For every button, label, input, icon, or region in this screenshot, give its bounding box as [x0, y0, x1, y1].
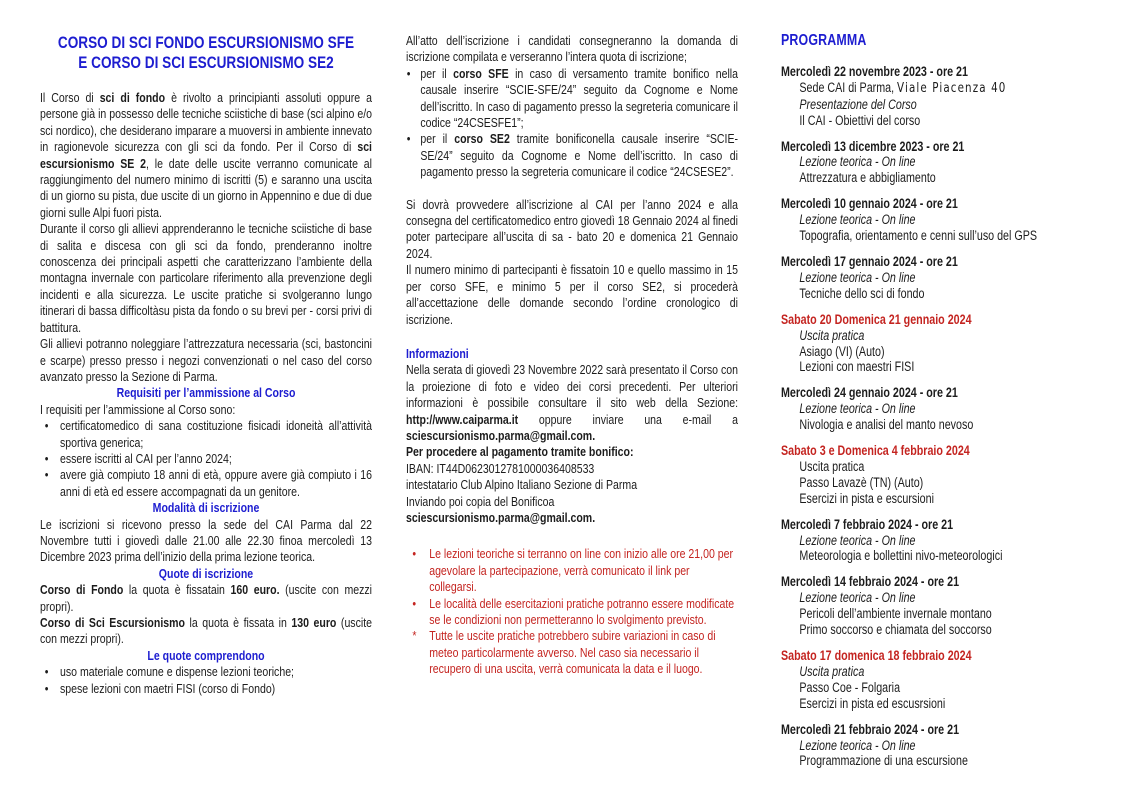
program-entry-line — [781, 664, 1103, 680]
program-entry-line — [781, 622, 1103, 638]
bullet-list — [406, 66, 738, 181]
section-heading: Requisiti per l’ammissione al Corso — [116, 385, 296, 401]
text-segment: Lezione teorica - On line — [799, 154, 916, 170]
program-entry — [781, 443, 1103, 507]
text-segment: All’atto dell’iscrizione i candidati consegneranno la domanda di iscrizione compilata e verseranno l’intera quota di iscrizione; — [406, 33, 738, 65]
link-email[interactable]: sciescursionismo.parma@gmail.com. — [406, 509, 596, 525]
text-segment: corso SE2 — [454, 131, 510, 147]
text-segment: Lezione teorica - On line — [799, 737, 916, 753]
program-entry-date: Mercoledì 22 novembre 2023 - ore 21 — [781, 63, 968, 79]
text-segment: (uscite con mezzi propri). — [40, 615, 372, 647]
bullet-list — [406, 546, 738, 677]
program-entry-line — [781, 696, 1103, 712]
enrollment-info-body — [406, 33, 738, 678]
text-segment: è rivolto a principianti assoluti oppure a persone già in possesso delle tecniche sciistiche di base (sci alpino e/o sci nordico), che desiderano imparare a muoversi in ambiente innevato in ragionevole sicurezza con gli sci da fondo. Per il Corso di — [40, 90, 372, 155]
column-course-description — [40, 33, 455, 697]
bullet-item — [40, 664, 372, 680]
bullet-text — [60, 681, 372, 697]
program-entry-date: Mercoledì 17 gennaio 2024 - ore 21 — [781, 253, 958, 269]
bullet-item — [40, 681, 372, 697]
program-entry-date: Sabato 3 e Domenica 4 febbraio 2024 — [781, 443, 970, 459]
bullet-item — [40, 418, 372, 451]
text-segment: Il Corso di — [40, 90, 100, 105]
paragraph — [406, 362, 738, 444]
program-entry-line — [781, 475, 1103, 491]
text-segment: Tutte le uscite pratiche potrebbero subire variazioni in caso di meteo particolarmente avverso. Nel caso sia necessario il recupero di una uscita, verrà comunicata la data e il luogo. — [429, 628, 716, 677]
program-entry-line — [781, 401, 1103, 417]
bullet-text — [429, 546, 738, 595]
text-segment: oppure inviare una e-mail a — [518, 411, 738, 427]
bullet-icon: • — [412, 595, 417, 611]
program-entry-line — [781, 154, 1103, 170]
text-segment: Lezione teorica - On line — [799, 532, 916, 548]
program-entry-date: Mercoledì 13 dicembre 2023 - ore 21 — [781, 138, 965, 154]
text-segment: avere già compiuto 18 anni di età, oppure avere già compiuto i 16 anni di età ed essere accompagnati da un genitore. — [60, 467, 372, 499]
program-entry-line — [781, 212, 1103, 228]
paragraph — [40, 517, 372, 566]
program-entry-date: Sabato 20 Domenica 21 gennaio 2024 — [781, 311, 972, 327]
text-segment: Nella serata di giovedì 23 Novembre 2022 sarà presentato il Corso con la proiezione di foto e video dei corsi precedenti. Per ulteriori informazioni è possibile consultare il sito web della Sezione: — [406, 362, 738, 411]
paragraph — [40, 402, 372, 418]
program-entry-date: Mercoledì 7 febbraio 2024 - ore 21 — [781, 516, 954, 532]
program-entry — [781, 648, 1103, 712]
bullet-icon: * — [412, 628, 417, 644]
text-segment: Corso di Sci Escursionismo — [40, 615, 185, 630]
text-segment: per il — [420, 131, 455, 147]
bullet-list — [40, 664, 372, 697]
text-segment: Lezione teorica - On line — [799, 590, 916, 606]
column-programme — [781, 33, 1123, 779]
program-entry — [781, 196, 1103, 244]
program-entry — [781, 517, 1103, 565]
bullet-icon: • — [406, 131, 411, 147]
program-entry-line — [781, 459, 1103, 475]
program-entry-line — [781, 228, 1103, 244]
text-segment: per il — [420, 65, 454, 81]
text-segment: Lezioni con maestri FISI — [799, 359, 915, 375]
bullet-text — [420, 131, 738, 180]
program-entry — [781, 385, 1103, 433]
program-entry-line — [781, 680, 1103, 696]
text-segment: Attrezzatura e abbigliamento — [799, 170, 936, 186]
text-segment: Esercizi in pista ed escusrsioni — [799, 695, 946, 711]
text-segment: Uscita pratica — [799, 663, 865, 679]
text-segment: Topografia, orientamento e cenni sull’uso del GPS — [799, 228, 1037, 244]
text-segment: la quota è fissatain — [123, 582, 231, 598]
paragraph — [40, 221, 372, 336]
paragraph — [406, 494, 738, 527]
program-entry-line — [781, 738, 1103, 754]
program-entry-date: Sabato 17 domenica 18 febbraio 2024 — [781, 648, 972, 663]
text-segment: Esercizi in pista e escursioni — [799, 490, 934, 506]
text-segment: Per procedere al pagamento tramite bonifico: — [406, 444, 634, 460]
bullet-item — [406, 66, 738, 132]
text-segment: Tecniche dello sci di fondo — [799, 285, 925, 301]
paragraph — [406, 197, 738, 263]
link-url[interactable]: http://www.caiparma.it — [406, 411, 519, 427]
program-entry-line — [781, 548, 1103, 564]
text-segment: Lezione teorica - On line — [799, 401, 916, 417]
program-entry-line — [781, 753, 1103, 769]
spacer — [406, 328, 738, 346]
bullet-text — [60, 418, 372, 451]
spacer — [406, 181, 738, 197]
bullet-icon: • — [44, 467, 49, 483]
text-segment: Le iscrizioni si ricevono presso la sede del CAI Parma dal 22 Novembre tutti i giovedì dalle 21.00 alle 22.30 finoa mercoledì 13 Dicembre 2023 prima dell’inizio della prima lezione teorica. — [40, 516, 372, 565]
bullet-text — [60, 467, 372, 500]
text-segment: Programmazione di una escursione — [799, 753, 968, 769]
program-entry-line — [781, 97, 1103, 113]
program-entry — [781, 312, 1103, 376]
text-segment: Asiago (VI) (Auto) — [799, 343, 885, 359]
section-heading: Le quote comprendono — [147, 647, 265, 663]
text-segment: (uscite con mezzi propri). — [40, 582, 372, 614]
program-entry-line — [781, 170, 1103, 186]
bullet-item — [40, 451, 372, 467]
program-entry-date: Mercoledì 14 febbraio 2024 - ore 21 — [781, 574, 960, 590]
text-segment: Viale Piacenza 40 — [897, 80, 1007, 96]
text-segment: Inviando poi copia del Bonificoa — [406, 493, 555, 509]
paragraph — [406, 33, 738, 66]
bullet-list — [40, 418, 372, 500]
bullet-text — [420, 66, 738, 132]
text-segment: intestatario Club Alpino Italiano Sezione di Parma — [406, 477, 638, 493]
bullet-icon: • — [44, 664, 49, 680]
paragraph — [40, 90, 372, 221]
text-segment: Durante il corso gli allievi apprenderanno le tecniche sciistiche di base di salita e discesa con gli sci da fondo, prenderanno inoltre conoscenza dei principali aspetti che caratterizzano l’ambiente della montagna invernale con particolare riferimento alla prevenzione degli incidenti e alla sicurezza. Le uscite pratiche si svolgeranno lungo itinerari di bassa difficoltàsu pista da fondo o su brevi per - corsi privi di battitura. — [40, 221, 372, 335]
text-segment: essere iscritti al CAI per l’anno 2024; — [60, 450, 232, 466]
bullet-text — [60, 451, 372, 467]
program-entry-line — [781, 491, 1103, 507]
paragraph — [40, 582, 372, 615]
text-segment: IBAN: IT44D0623012781000036408533 — [406, 460, 595, 476]
text-segment: Si dovrà provvedere all’iscrizione al CAI per l’anno 2024 e alla consegna del certificatomedico entro giovedì 18 Gennaio 2024 al finedi poter partecipare all’uscita di sa - bato 20 e domenica 21 Gennaio 2024. — [406, 196, 738, 261]
program-entry-line — [781, 590, 1103, 606]
bullet-item — [406, 596, 738, 629]
text-segment: Meteorologia e bollettini nivo-meteorologici — [799, 548, 1003, 564]
program-entry-line — [781, 80, 1103, 97]
text-segment: Primo soccorso e chiamata del soccorso — [799, 622, 992, 638]
section-heading: Modalità di iscrizione — [152, 500, 260, 516]
text-segment: Lezione teorica - On line — [799, 269, 916, 285]
programme-entries — [781, 64, 1103, 769]
section-heading: Quote di iscrizione — [158, 565, 254, 581]
program-entry-line — [781, 606, 1103, 622]
program-entry — [781, 254, 1103, 302]
bullet-icon: • — [44, 680, 49, 696]
program-entry-date: Mercoledì 21 febbraio 2024 - ore 21 — [781, 721, 960, 737]
document-title-line2: E CORSO DI SCI ESCURSIONISMO SE2 — [78, 53, 334, 72]
bullet-item — [406, 546, 738, 595]
program-entry-date: Mercoledì 24 gennaio 2024 - ore 21 — [781, 385, 958, 401]
program-entry-date: Mercoledì 10 gennaio 2024 - ore 21 — [781, 196, 958, 212]
paragraph — [406, 262, 738, 328]
bullet-icon: • — [44, 450, 49, 466]
text-segment: 130 euro — [291, 615, 337, 630]
programme-heading: PROGRAMMA — [781, 32, 867, 49]
text-segment: 160 euro. — [230, 582, 280, 598]
bullet-text — [429, 596, 738, 629]
paragraph — [406, 477, 738, 493]
text-segment: Il CAI - Obiettivi del corso — [799, 112, 921, 128]
text-segment: Uscita pratica — [799, 327, 865, 343]
text-segment: Il numero minimo di partecipanti è fissatoin 10 e quello massimo in 15 per corso SFE, e minimo 5 per il corso SE2, si procederà all’accettazione delle domande secondo l’ordine cronologico di iscrizione. — [406, 262, 738, 327]
text-segment: Sede CAI di Parma, — [799, 79, 898, 95]
text-segment: in caso di versamento tramite bonifico nella causale inserire “SCIE-SFE/24” seguito da Cognome e Nome dell’iscritto. In caso di pagamento presso la segreteria comunicare il codice “24CSESFE1”; — [420, 65, 738, 131]
program-entry-line — [781, 359, 1103, 375]
text-segment: Uscita pratica — [799, 458, 865, 474]
text-segment: Corso di Fondo — [40, 582, 124, 598]
bullet-icon: • — [406, 65, 411, 81]
section-heading: Informazioni — [406, 345, 469, 361]
text-segment: sci di fondo — [99, 90, 166, 105]
bullet-icon: • — [44, 418, 49, 434]
text-segment: Nivologia e analisi del manto nevoso — [799, 417, 974, 433]
text-segment: Presentazione del Corso — [799, 96, 917, 112]
program-entry-line — [781, 286, 1103, 302]
text-segment: corso SFE — [453, 65, 509, 81]
bullet-text — [60, 664, 372, 680]
text-segment: Gli allievi potranno noleggiare l’attrezzatura necessaria (sci, bastoncini e scarpe) presso presso i negozi convenzionati o nel caso del corso avanzato presso la Sezione di Parma. — [40, 336, 372, 384]
program-entry-line — [781, 113, 1103, 129]
text-segment: tramite bonificonella causale inserire “SCIE-SE/24” seguito da Cognome e Nome dell’iscritto. In caso di pagamento presso la segreteria comunicare il codice “24CSESE2”. — [420, 131, 738, 180]
text-segment: uso materiale comune e dispense lezioni teoriche; — [60, 664, 294, 680]
text-segment: spese lezioni con maetri FISI (corso di Fondo) — [60, 680, 276, 696]
program-entry-line — [781, 328, 1103, 344]
text-segment: I requisiti per l’ammissione al Corso sono: — [40, 401, 236, 417]
document-title — [40, 33, 372, 73]
paragraph — [40, 615, 372, 648]
course-description-body — [40, 90, 372, 697]
program-entry-line — [781, 270, 1103, 286]
text-segment: Le località delle esercitazioni pratiche potranno essere modificate se le condizioni non permetteranno lo svolgimento previsto. — [429, 595, 735, 627]
text-segment: , le date delle uscite verranno comunicate al raggiungimento del numero minimo di iscritti (5) e saranno una uscita di un giorno su pista, due uscite di un giorno in Appennino e due di due giorni sulle Alpi fuori pista. — [40, 155, 372, 220]
paragraph — [406, 461, 738, 477]
text-segment: certificatomedico di sana costituzione fisicadi idoneità all’attività sportiva generica; — [60, 418, 372, 450]
program-entry — [781, 139, 1103, 187]
text-segment: Le lezioni teoriche si terranno on line con inizio alle ore 21,00 per agevolare la partecipazione, verrà comunicato il link per collegarsi. — [429, 546, 733, 595]
program-entry — [781, 722, 1103, 770]
program-entry-line — [781, 344, 1103, 360]
bullet-item — [40, 467, 372, 500]
bullet-item — [406, 131, 738, 180]
bullet-icon: • — [412, 546, 417, 562]
text-segment: Passo Coe - Folgaria — [799, 679, 901, 695]
document-title-line1: CORSO DI SCI FONDO ESCURSIONISMO SFE — [57, 33, 355, 52]
program-entry-line — [781, 533, 1103, 549]
link-email[interactable]: sciescursionismo.parma@gmail.com. — [406, 427, 596, 443]
text-segment: la quota è fissata in — [184, 615, 292, 630]
text-segment: Pericoli dell’ambiente invernale montano — [799, 606, 992, 622]
bullet-item — [406, 628, 738, 677]
spacer — [406, 526, 738, 546]
text-segment: Lezione teorica - On line — [799, 212, 916, 228]
program-entry — [781, 574, 1103, 638]
text-segment: sci escursionismo SE 2 — [40, 139, 372, 171]
program-entry — [781, 64, 1103, 129]
paragraph — [406, 444, 738, 460]
column-enrollment-info — [406, 33, 821, 678]
program-entry-line — [781, 417, 1103, 433]
text-segment: Passo Lavazè (TN) (Auto) — [799, 474, 924, 490]
paragraph — [40, 336, 372, 385]
bullet-text — [429, 628, 738, 677]
